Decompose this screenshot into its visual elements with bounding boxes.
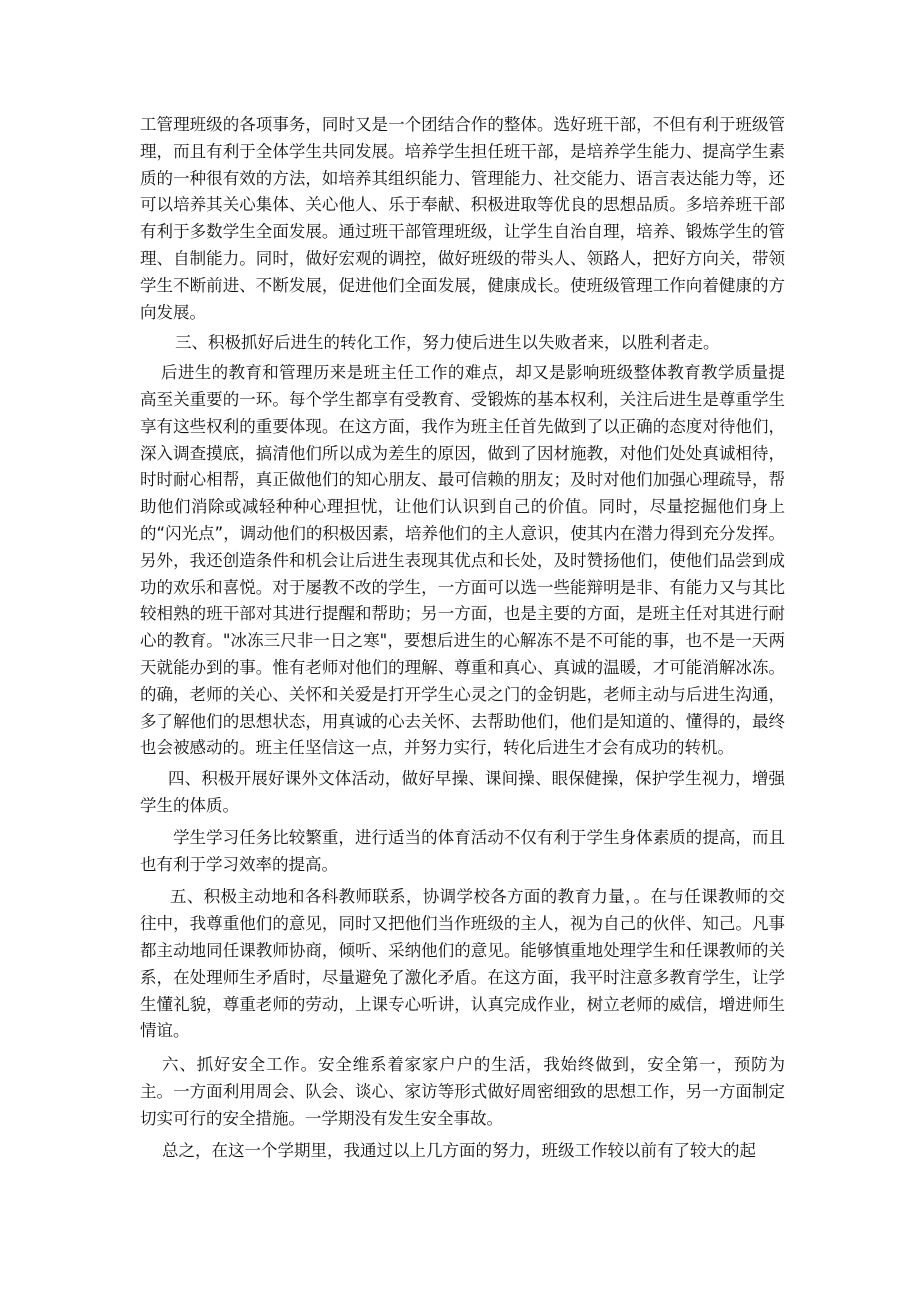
heading-section-six: 六、抓好安全工作。安全维系着家家户户的生活，我始终做到，安全第一，预防为主。一方面利用周会、队会、谈心、家访等形式做好周密细致的思想工作，另一方面制定切实可行的安全措施。一学期没有发生安全事故。 — [140, 1055, 785, 1128]
paragraph-conclusion: 总之，在这一个学期里，我通过以上几方面的努力，班级工作较以前有了较大的起 — [162, 1141, 756, 1161]
heading-section-five: 五、积极主动地和各科教师联系，协调学校各方面的教育力量，。在与任课教师的交往中，我尊重他们的意见，同时又把他们当作班级的主人，视为自己的伙伴、知己。凡事都主动地同任课教师协商，倾听、采纳他们的意见。能够慎重地处理学生和任课教师的关系，在处理师生矛盾时，尽量避免了激化矛盾。在这方面，我平时注意多教育学生，让学生懂礼貌，尊重老师的劳动，上课专心听讲，认真完成作业，树立老师的威信，增进师生情谊。 — [140, 887, 785, 1041]
paragraph-underachievers: 后进生的教育和管理历来是班主任工作的难点，却又是影响班级整体教育教学质量提高至关重要的一环。每个学生都享有受教育、受锻炼的基本权利，关注后进生是尊重学生享有这些权利的重要体现。在这方面，我作为班主任首先做到了以正确的态度对待他们，深入调查摸底，搞清他们所以成为差生的原因，做到了因材施教，对他们处处真诚相待，时时耐心相帮，真正做他们的知心朋友、最可信赖的朋友；及时对他们加强心理疏导，帮助他们消除或减轻种种心理担忧，让他们认识到自己的价值。同时，尽量挖掘他们身上的“闪光点”，调动他们的积极因素，培养他们的主人意识，使其内在潜力得到充分发挥。另外，我还创造条件和机会让后进生表现其优点和长处，及时赞扬他们，使他们品尝到成功的欢乐和喜悦。对于屡教不改的学生，一方面可以选一些能辩明是非、有能力又与其比较相熟的班干部对其进行提醒和帮助；另一方面，也是主要的方面，是班主任对其进行耐心的教育。"冰冻三尺非一日之寒"，要想后进生的心解冻不是不可能的事，也不是一天两天就能办到的事。惟有老师对他们的理解、尊重和真心、真诚的温暖，才可能消解冰冻。的确，老师的关心、关怀和关爱是打开学生心灵之门的金钥匙，老师主动与后进生沟通，多了解他们的思想状态，用真诚的心去关怀、去帮助他们，他们是知道的、懂得的，最终也会被感动的。班主任坚信这一点，并努力实行，转化后进生才会有成功的转机。 — [140, 363, 785, 758]
document-body — [140, 112, 785, 1165]
paragraph-class-cadre-continued: 工管理班级的各项事务，同时又是一个团结合作的整体。选好班干部，不但有利于班级管理，而且有利于全体学生共同发展。培养学生担任班干部，是培养学生能力、提高学生素质的一种很有效的方法，如培养其组织能力、管理能力、社交能力、语言表达能力等，还可以培养其关心集体、关心他人、乐于奉献、积极进取等优良的思想品质。多培养班干部有利于多数学生全面发展。通过班干部管理班级，让学生自治自理，培养、锻炼学生的管理、自制能力。同时，做好宏观的调控，做好班级的带头人、领路人，把好方向关，带领学生不断前进、不断发展，促进他们全面发展，健康成长。使班级管理工作向着健康的方向发展。 — [140, 115, 785, 322]
heading-section-four: 四、积极开展好课外文体活动，做好早操、课间操、眼保健操，保护学生视力，增强学生的体质。 — [140, 769, 785, 815]
heading-section-three: 三、积极抓好后进生的转化工作，努力使后进生以失败者来，以胜利者走。 — [175, 333, 720, 353]
paragraph-sports-activities: 学生学习任务比较繁重，进行适当的体育活动不仅有利于学生身体素质的提高，而且也有利于学习效率的提高。 — [140, 827, 785, 874]
